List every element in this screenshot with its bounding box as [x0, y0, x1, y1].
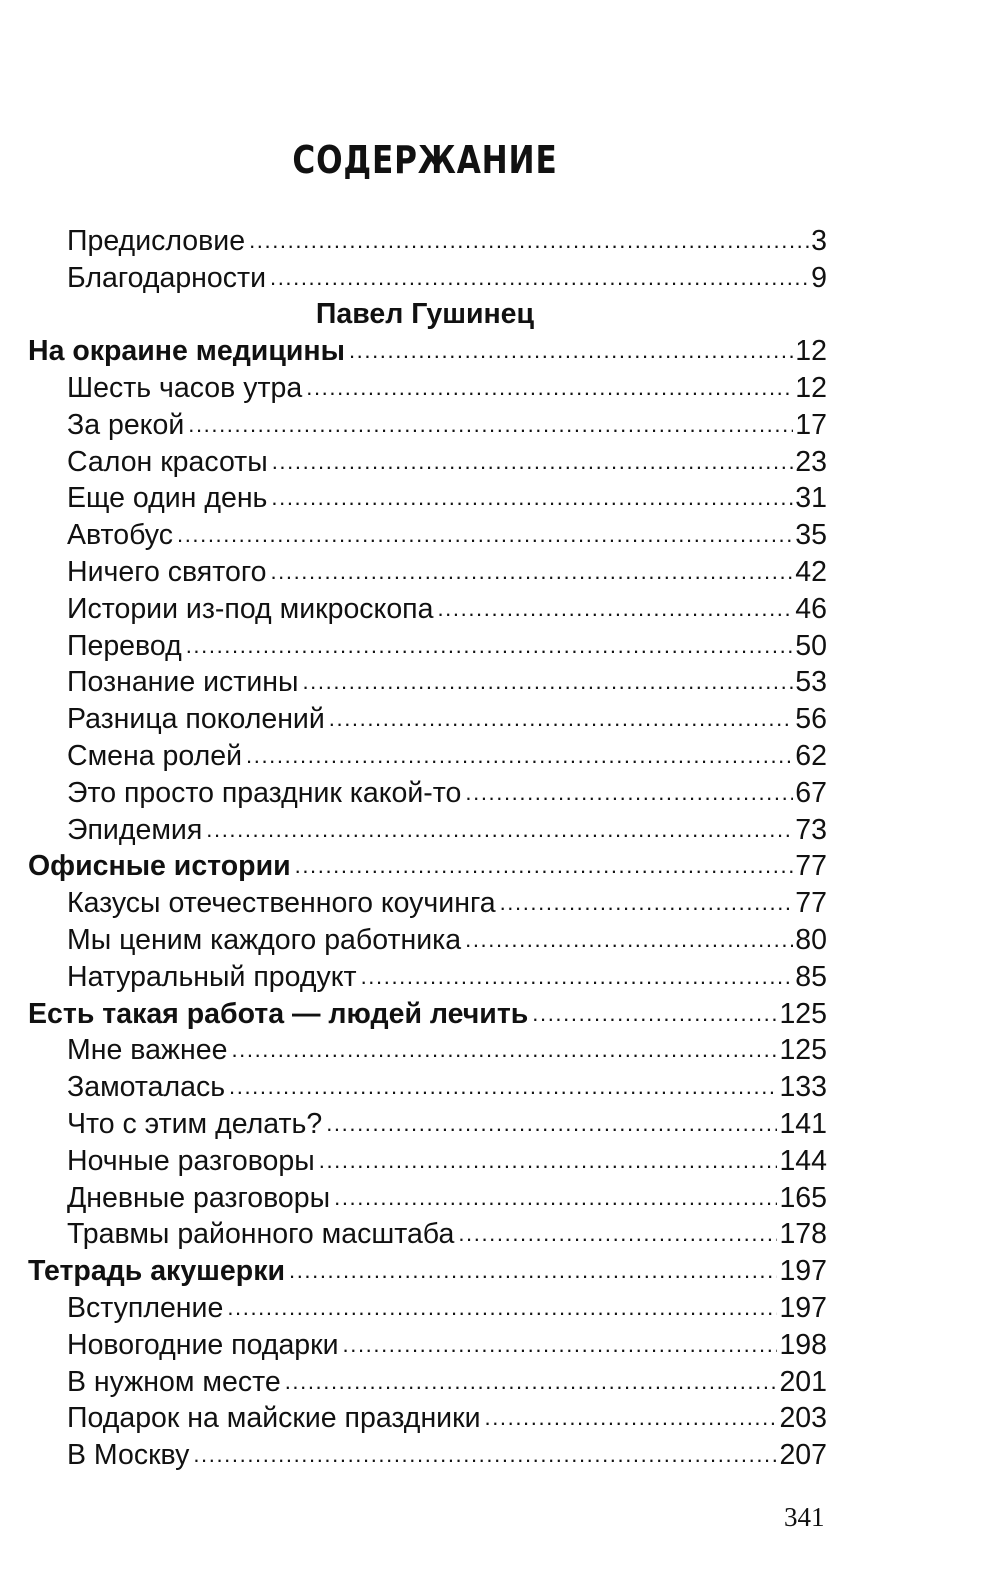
toc-entry [0, 552, 1000, 589]
dot-leader [270, 261, 809, 295]
toc-entry-page: 80 [795, 923, 827, 956]
toc-entry-page: 23 [795, 445, 827, 478]
toc-entry-page: 3 [811, 224, 827, 257]
toc-entry-page: 42 [795, 555, 827, 588]
dot-leader [319, 1144, 778, 1178]
dot-leader [270, 555, 793, 589]
toc-entry [0, 479, 1000, 516]
toc-entry-title: Травмы районного масштаба [67, 1218, 455, 1251]
toc-entry-title: Дневные разговоры [67, 1181, 331, 1214]
dot-leader [500, 886, 794, 920]
toc-entry-page: 53 [795, 666, 827, 699]
toc-entry-title: Есть такая работа — людей лечить [28, 997, 529, 1030]
toc-entry-page: 77 [795, 887, 827, 920]
toc-section [0, 847, 1000, 884]
toc-entry [0, 1031, 1000, 1068]
toc-entry-page: 31 [795, 482, 827, 515]
toc-entry [0, 515, 1000, 552]
toc-entry [0, 773, 1000, 810]
toc-entry-page: 141 [779, 1107, 827, 1140]
toc-entry [0, 405, 1000, 442]
toc-entry-page: 144 [779, 1144, 827, 1177]
toc-entry [0, 589, 1000, 626]
dot-leader [485, 1401, 778, 1435]
toc-entry-title: Это просто праздник какой-то [67, 776, 462, 809]
toc-entry-page: 198 [779, 1328, 827, 1361]
dot-leader [249, 224, 809, 258]
dot-leader [231, 1033, 777, 1067]
toc-entry-page: 9 [811, 261, 827, 294]
toc-entry [0, 1288, 1000, 1325]
toc-entry-title: Тетрадь акушерки [28, 1255, 285, 1288]
toc-entry-title: Познание истины [67, 666, 299, 699]
toc-entry-page: 56 [795, 703, 827, 736]
dot-leader [271, 481, 793, 515]
toc-entry-title: Казусы отечественного коучинга [67, 887, 496, 920]
dot-leader [343, 1328, 778, 1362]
toc-entry-page: 46 [795, 592, 827, 625]
toc-entry [0, 920, 1000, 957]
toc-entry-title: Ночные разговоры [67, 1144, 315, 1177]
toc-entry [0, 221, 1000, 258]
toc-entry-page: 165 [779, 1181, 827, 1214]
toc-entry-page: 125 [779, 997, 827, 1030]
dot-leader [285, 1365, 778, 1399]
dot-leader [246, 739, 793, 773]
toc-entry-title: Шесть часов утра [67, 371, 303, 404]
toc-entry [0, 736, 1000, 773]
toc-entry-title: Замоталась [67, 1071, 226, 1104]
toc-entry-title: Предисловие [67, 224, 246, 257]
toc-entry [0, 368, 1000, 405]
dot-leader [227, 1291, 777, 1325]
dot-leader [532, 997, 777, 1031]
toc-entry [0, 810, 1000, 847]
toc-entry-title: Вступление [67, 1291, 224, 1324]
toc-entry-page: 50 [795, 629, 827, 662]
toc-entry [0, 1141, 1000, 1178]
toc-entry-page: 85 [795, 960, 827, 993]
toc-section [0, 331, 1000, 368]
toc-entry-title: Истории из-под микроскопа [67, 592, 434, 625]
toc-entry [0, 442, 1000, 479]
toc-entry-page: 67 [795, 776, 827, 809]
toc-entry-page: 73 [795, 813, 827, 846]
toc-entry-title: Натуральный продукт [67, 960, 357, 993]
toc-entry-page: 197 [779, 1255, 827, 1288]
toc-entry-page: 77 [795, 850, 827, 883]
toc-entry-title: За рекой [67, 408, 185, 441]
toc-entry [0, 957, 1000, 994]
dot-leader [186, 629, 794, 663]
toc-entry [0, 1325, 1000, 1362]
toc-entry-title: Новогодние подарки [67, 1328, 339, 1361]
table-of-contents [0, 221, 1000, 1472]
toc-entry-page: 201 [779, 1365, 827, 1398]
dot-leader [295, 849, 794, 883]
dot-leader [329, 702, 794, 736]
toc-entry [0, 883, 1000, 920]
dot-leader [361, 960, 794, 994]
dot-leader [326, 1107, 777, 1141]
toc-entry-page: 35 [795, 519, 827, 552]
dot-leader [289, 1254, 777, 1288]
dot-leader [465, 776, 793, 810]
toc-entry [0, 663, 1000, 700]
toc-author-heading [0, 295, 1000, 332]
toc-entry [0, 626, 1000, 663]
page-title: СОДЕРЖАНИЕ [292, 138, 558, 182]
dot-leader [272, 445, 794, 479]
toc-entry [0, 1435, 1000, 1472]
toc-entry [0, 1362, 1000, 1399]
toc-entry-title: В нужном месте [67, 1365, 281, 1398]
toc-entry-page: 207 [779, 1439, 827, 1472]
toc-entry-page: 133 [779, 1071, 827, 1104]
dot-leader [229, 1070, 777, 1104]
toc-entry [0, 699, 1000, 736]
toc-entry-title: Смена ролей [67, 739, 243, 772]
toc-entry-title: Мне важнее [67, 1034, 228, 1067]
toc-entry-page: 125 [779, 1034, 827, 1067]
toc-entry [0, 1067, 1000, 1104]
dot-leader [465, 923, 793, 957]
toc-entry [0, 1104, 1000, 1141]
toc-entry-title: Что с этим делать? [67, 1107, 323, 1140]
dot-leader [437, 592, 793, 626]
toc-entry-page: 178 [779, 1218, 827, 1251]
toc-entry [0, 258, 1000, 295]
toc-entry [0, 1215, 1000, 1252]
toc-entry-title: Эпидемия [67, 813, 203, 846]
toc-entry-title: Офисные истории [28, 850, 291, 883]
page-number: 341 [784, 1502, 825, 1532]
toc-entry-title: Подарок на майские праздники [67, 1402, 481, 1435]
toc-entry [0, 1178, 1000, 1215]
toc-entry-page: 12 [795, 371, 827, 404]
toc-entry-title: Автобус [67, 519, 173, 552]
toc-entry-title: Ничего святого [67, 555, 267, 588]
toc-entry [0, 1399, 1000, 1436]
dot-leader [206, 813, 793, 847]
dot-leader [306, 371, 793, 405]
dot-leader [334, 1181, 777, 1215]
toc-entry-page: 62 [795, 739, 827, 772]
toc-entry-page: 17 [795, 408, 827, 441]
toc-entry-title: Салон красоты [67, 445, 268, 478]
dot-leader [193, 1438, 777, 1472]
toc-section [0, 994, 1000, 1031]
toc-section [0, 1251, 1000, 1288]
toc-entry-title: В Москву [67, 1439, 190, 1472]
dot-leader [458, 1217, 777, 1251]
toc-entry-page: 197 [779, 1291, 827, 1324]
toc-entry-title: На окраине медицины [28, 335, 345, 368]
toc-entry-title: Благодарности [67, 261, 266, 294]
toc-entry-title: Разница поколений [67, 703, 325, 736]
toc-entry-title: Еще один день [67, 482, 268, 515]
dot-leader [302, 665, 793, 699]
dot-leader [177, 518, 793, 552]
toc-entry-page: 203 [779, 1402, 827, 1435]
toc-entry-page: 12 [795, 335, 827, 368]
toc-entry-title: Мы ценим каждого работника [67, 923, 462, 956]
author-name: Павел Гушинец [315, 298, 535, 331]
dot-leader [349, 334, 793, 368]
dot-leader [188, 408, 793, 442]
toc-entry-title: Перевод [67, 629, 182, 662]
